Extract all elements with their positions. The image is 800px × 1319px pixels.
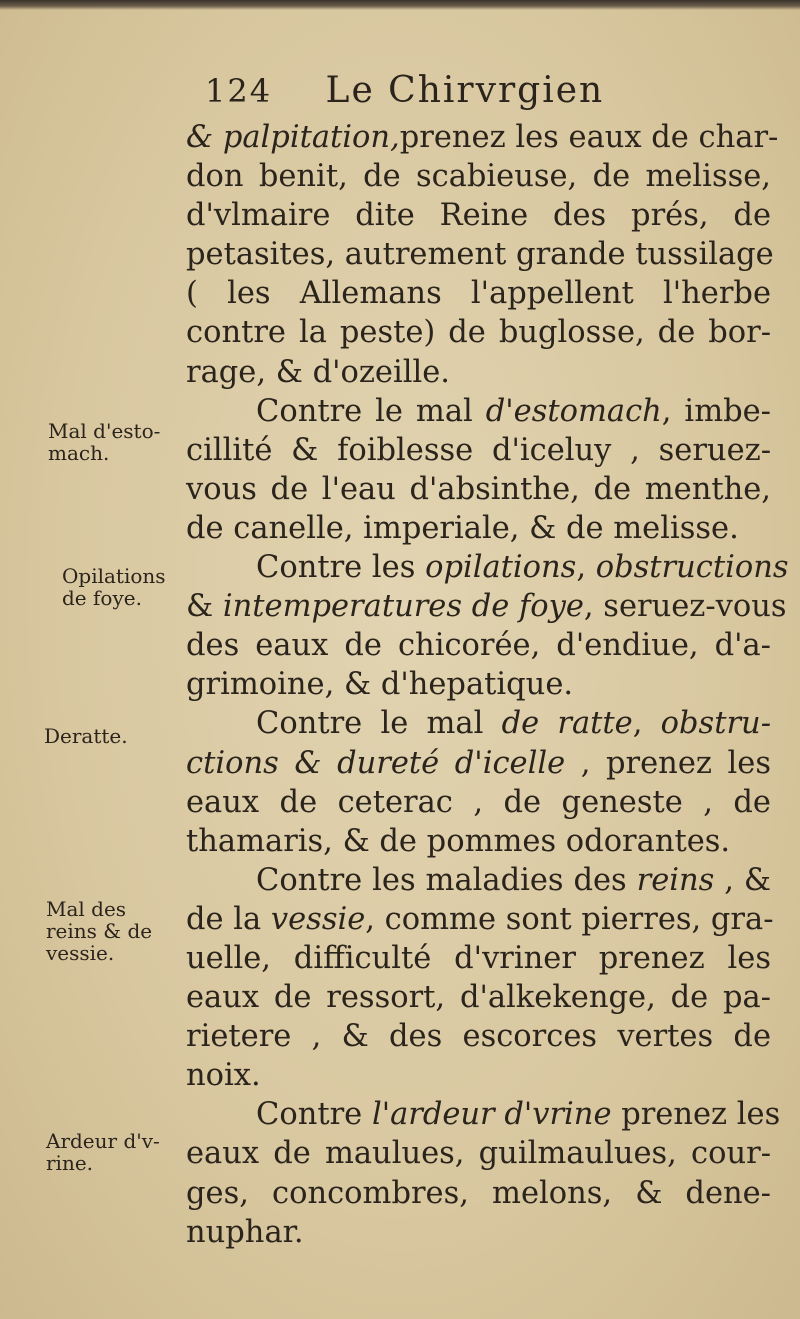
text-segment: noix. bbox=[186, 1058, 261, 1094]
text-line bbox=[186, 665, 771, 704]
text-line bbox=[186, 861, 771, 900]
text-line bbox=[186, 118, 779, 157]
italic-text: l'ardeur d'vrine bbox=[371, 1097, 612, 1133]
text-segment: de canelle, imperiale, & de melisse. bbox=[186, 510, 739, 546]
text-segment: rietere , & des escorces vertes de bbox=[186, 1019, 771, 1055]
text-segment: uelle, difficulté d'vriner prenez les bbox=[186, 940, 771, 976]
text-segment: , bbox=[576, 550, 596, 586]
margin-note-line: Opilations bbox=[62, 564, 166, 588]
italic-text: intemperatures de foye bbox=[222, 589, 584, 625]
text-segment: thamaris, & de pommes odorantes. bbox=[186, 823, 731, 859]
italic-text: opilations bbox=[425, 550, 577, 586]
text-segment: Contre bbox=[256, 1097, 372, 1133]
text-line bbox=[186, 313, 771, 352]
italic-text: reins bbox=[636, 862, 715, 898]
text-line bbox=[186, 1213, 771, 1252]
running-title: Le Chirvrgien bbox=[325, 70, 605, 111]
italic-text: vessie bbox=[270, 901, 366, 937]
text-line bbox=[186, 353, 771, 392]
margin-note-line: Mal d'esto- bbox=[48, 419, 161, 443]
italic-text: d'estomach bbox=[485, 393, 662, 429]
text-segment: , prenez les bbox=[565, 745, 771, 781]
text-line bbox=[186, 509, 771, 548]
margin-note-line: Ardeur d'v- bbox=[46, 1129, 160, 1153]
text-segment: rage, & d'ozeille. bbox=[186, 354, 450, 390]
text-line bbox=[186, 1056, 771, 1095]
margin-note bbox=[48, 420, 160, 464]
text-line bbox=[186, 1095, 781, 1134]
text-segment: nuphar. bbox=[186, 1214, 304, 1250]
text-line bbox=[186, 235, 774, 274]
text-line bbox=[186, 704, 771, 743]
margin-note-line: de foye. bbox=[62, 586, 142, 610]
text-line bbox=[186, 783, 771, 822]
text-segment: Contre les bbox=[256, 550, 426, 586]
text-segment: don benit, de scabieuse, de melisse, bbox=[186, 159, 771, 195]
margin-note-line: rine. bbox=[46, 1151, 94, 1175]
text-line bbox=[186, 548, 789, 587]
margin-note bbox=[46, 1130, 160, 1174]
text-segment: ( les Allemans l'appellent l'herbe bbox=[186, 276, 771, 312]
text-segment: prenez les bbox=[611, 1097, 781, 1133]
text-segment: Contre les maladies des bbox=[256, 862, 637, 898]
margin-note bbox=[44, 725, 128, 747]
text-segment: prenez les eaux de char- bbox=[399, 120, 779, 155]
italic-text: ctions & dureté d'icelle bbox=[186, 745, 566, 781]
margin-note-line: vessie. bbox=[46, 941, 115, 965]
text-line bbox=[186, 157, 771, 196]
text-line bbox=[186, 939, 771, 978]
text-line bbox=[186, 978, 771, 1017]
text-segment: d'vlmaire dite Reine des prés, de bbox=[186, 198, 771, 234]
text-line bbox=[186, 900, 774, 939]
margin-note-line: reins & de bbox=[46, 919, 153, 943]
text-segment: contre la peste) de buglosse, de bor- bbox=[186, 315, 771, 351]
body-text bbox=[186, 118, 789, 1252]
text-line bbox=[186, 470, 771, 509]
page-number: 124 bbox=[205, 72, 273, 110]
text-segment: eaux de ressort, d'alkekenge, de pa- bbox=[186, 980, 771, 1016]
italic-text: obstru- bbox=[660, 706, 771, 742]
text-line bbox=[186, 587, 787, 626]
text-segment: Contre le mal bbox=[256, 393, 486, 429]
margin-note bbox=[62, 565, 166, 609]
text-line bbox=[186, 274, 771, 313]
text-line bbox=[186, 744, 771, 783]
text-line bbox=[186, 392, 771, 431]
text-segment: des eaux de chicorée, d'endiue, d'a- bbox=[186, 628, 771, 664]
text-line bbox=[186, 1017, 771, 1056]
text-segment: Contre le mal bbox=[256, 706, 502, 742]
text-segment: grimoine, & d'hepatique. bbox=[186, 667, 574, 703]
text-segment: ges, concombres, melons, & dene- bbox=[186, 1175, 771, 1211]
margin-note-line: mach. bbox=[48, 441, 110, 465]
running-header bbox=[205, 70, 604, 111]
italic-text: obstructions bbox=[595, 550, 789, 586]
text-line bbox=[186, 1134, 771, 1173]
text-line bbox=[186, 196, 771, 235]
page-top-edge bbox=[0, 0, 800, 10]
text-segment: & bbox=[186, 589, 223, 625]
text-segment: vous de l'eau d'absinthe, de menthe, bbox=[186, 471, 771, 507]
margin-note-line: Mal des bbox=[46, 897, 127, 921]
text-line bbox=[186, 431, 771, 470]
text-segment: eaux de ceterac , de geneste , de bbox=[186, 784, 771, 820]
text-segment: , bbox=[632, 706, 661, 742]
text-segment: , imbe- bbox=[661, 393, 771, 429]
text-line bbox=[186, 1174, 771, 1213]
text-segment: , & bbox=[714, 862, 771, 898]
text-segment: , comme sont pierres, gra- bbox=[365, 901, 774, 937]
margin-note-line: Deratte. bbox=[44, 724, 128, 748]
text-line bbox=[186, 822, 771, 861]
text-segment: eaux de maulues, guilmaulues, cour- bbox=[186, 1136, 771, 1172]
italic-text: de ratte bbox=[501, 706, 633, 742]
text-segment: cillité & foiblesse d'iceluy , seruez- bbox=[186, 432, 771, 468]
italic-text: & palpitation, bbox=[186, 120, 400, 155]
margin-note bbox=[46, 898, 152, 964]
text-segment: , seruez-vous bbox=[583, 589, 787, 625]
text-segment: de la bbox=[186, 901, 271, 937]
text-line bbox=[186, 626, 771, 665]
text-segment: petasites, autrement grande tussilage bbox=[186, 237, 774, 273]
